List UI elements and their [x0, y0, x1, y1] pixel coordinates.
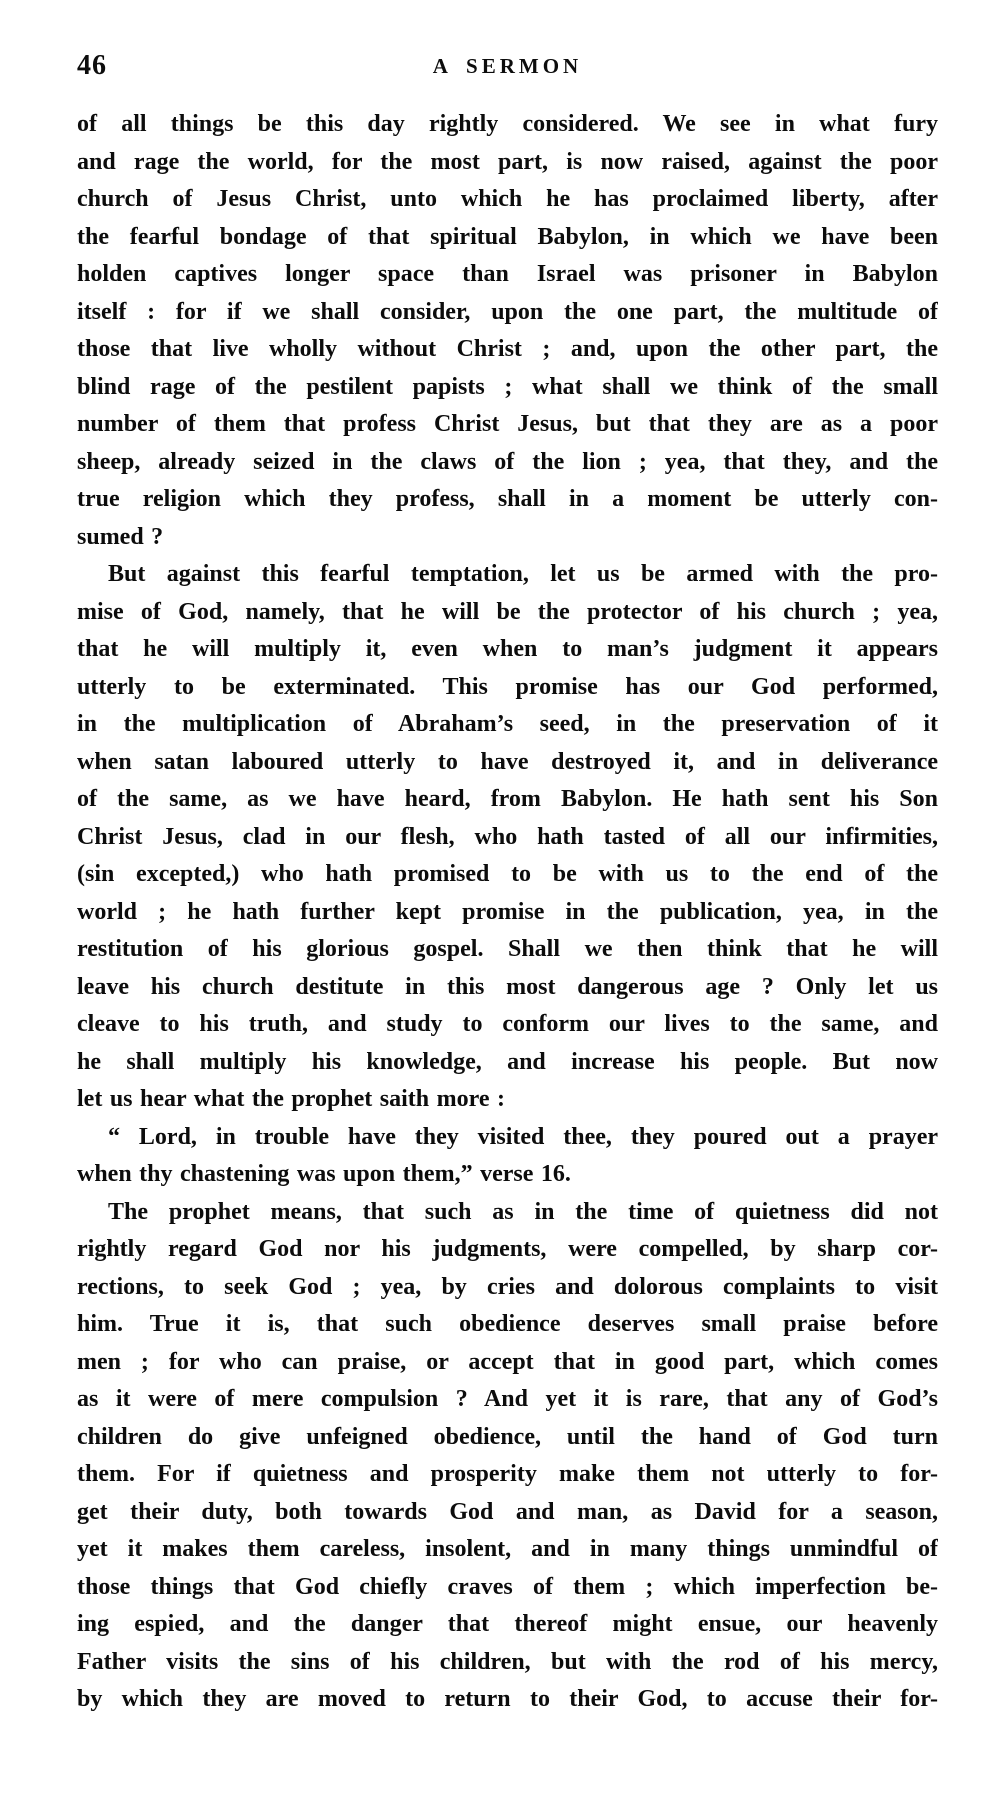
text-line: ing espied, and the danger that thereof might ensue, our heavenly: [77, 1611, 938, 1637]
text-line: those that live wholly without Christ ; and, upon the other part, the: [77, 336, 938, 362]
text-line: restitution of his glorious gospel. Shall we then think that he will: [77, 936, 938, 962]
text-line: cleave to his truth, and study to conform our lives to the same, and: [77, 1011, 938, 1037]
text-line: that he will multiply it, even when to man’s judgment it appears: [77, 636, 938, 662]
text-line: Father visits the sins of his children, but with the rod of his mercy,: [77, 1648, 938, 1675]
text-line: and rage the world, for the most part, is now raised, against the poor: [77, 148, 938, 175]
text-line: as it were of mere compulsion ? And yet it is rare, that any of God’s: [77, 1386, 938, 1412]
text-line: number of them that profess Christ Jesus, but that they are as a poor: [77, 411, 938, 437]
text-line: The prophet means, that such as in the time of quietness did not: [108, 1198, 938, 1225]
text-line: let us hear what the prophet saith more :: [77, 1086, 505, 1112]
text-line: itself : for if we shall consider, upon the one part, the multitude of: [77, 298, 938, 325]
text-line: by which they are moved to return to their God, to accuse their for-: [77, 1686, 938, 1712]
text-line: of the same, as we have heard, from Babylon. He hath sent his Son: [77, 786, 938, 812]
text-line: in the multiplication of Abraham’s seed, in the preservation of it: [77, 711, 938, 737]
text-line: rightly regard God nor his judgments, were compelled, by sharp cor-: [77, 1236, 938, 1262]
text-line: blind rage of the pestilent papists ; what shall we think of the small: [77, 373, 938, 400]
text-line: “ Lord, in trouble have they visited thee, they poured out a prayer: [108, 1123, 938, 1150]
text-line: get their duty, both towards God and man, as David for a season,: [77, 1498, 938, 1525]
page-header: [77, 48, 938, 88]
text-line: (sin excepted,) who hath promised to be with us to the end of the: [77, 861, 938, 887]
text-line: true religion which they profess, shall in a moment be utterly con-: [77, 486, 938, 512]
text-line: Christ Jesus, clad in our flesh, who hath tasted of all our infirmities,: [77, 823, 938, 850]
sermon-body-text: [77, 106, 938, 1719]
page-number: 46: [77, 50, 107, 81]
text-line: yet it makes them careless, insolent, and in many things unmindful of: [77, 1536, 938, 1562]
text-line: them. For if quietness and prosperity make them not utterly to for-: [77, 1461, 938, 1487]
text-line: holden captives longer space than Israel was prisoner in Babylon: [77, 261, 938, 287]
text-line: when satan laboured utterly to have destroyed it, and in deliverance: [77, 748, 938, 775]
text-line: leave his church destitute in this most dangerous age ? Only let us: [77, 973, 938, 1000]
text-line: he shall multiply his knowledge, and increase his people. But now: [77, 1048, 938, 1075]
running-head-title: A SERMON: [432, 54, 583, 78]
text-line: rections, to seek God ; yea, by cries and dolorous complaints to visit: [77, 1273, 938, 1300]
text-line: church of Jesus Christ, unto which he has proclaimed liberty, after: [77, 186, 938, 212]
text-line: him. True it is, that such obedience deserves small praise before: [77, 1311, 938, 1337]
text-line: world ; he hath further kept promise in the publication, yea, in the: [77, 898, 938, 925]
text-line: those things that God chiefly craves of them ; which imperfection be-: [77, 1573, 938, 1600]
text-line: utterly to be exterminated. This promise has our God performed,: [77, 673, 938, 700]
text-line: of all things be this day rightly considered. We see in what fury: [77, 111, 938, 137]
text-line: sheep, already seized in the claws of the lion ; yea, that they, and the: [77, 448, 938, 475]
text-line: the fearful bondage of that spiritual Babylon, in which we have been: [77, 223, 938, 250]
text-line: sumed ?: [77, 523, 164, 550]
text-line: when thy chastening was upon them,” verse 16.: [77, 1161, 571, 1187]
text-line: But against this fearful temptation, let us be armed with the pro-: [108, 561, 938, 587]
text-line: children do give unfeigned obedience, until the hand of God turn: [77, 1423, 938, 1450]
text-line: mise of God, namely, that he will be the protector of his church ; yea,: [77, 598, 938, 625]
text-line: men ; for who can praise, or accept that in good part, which comes: [77, 1348, 938, 1375]
